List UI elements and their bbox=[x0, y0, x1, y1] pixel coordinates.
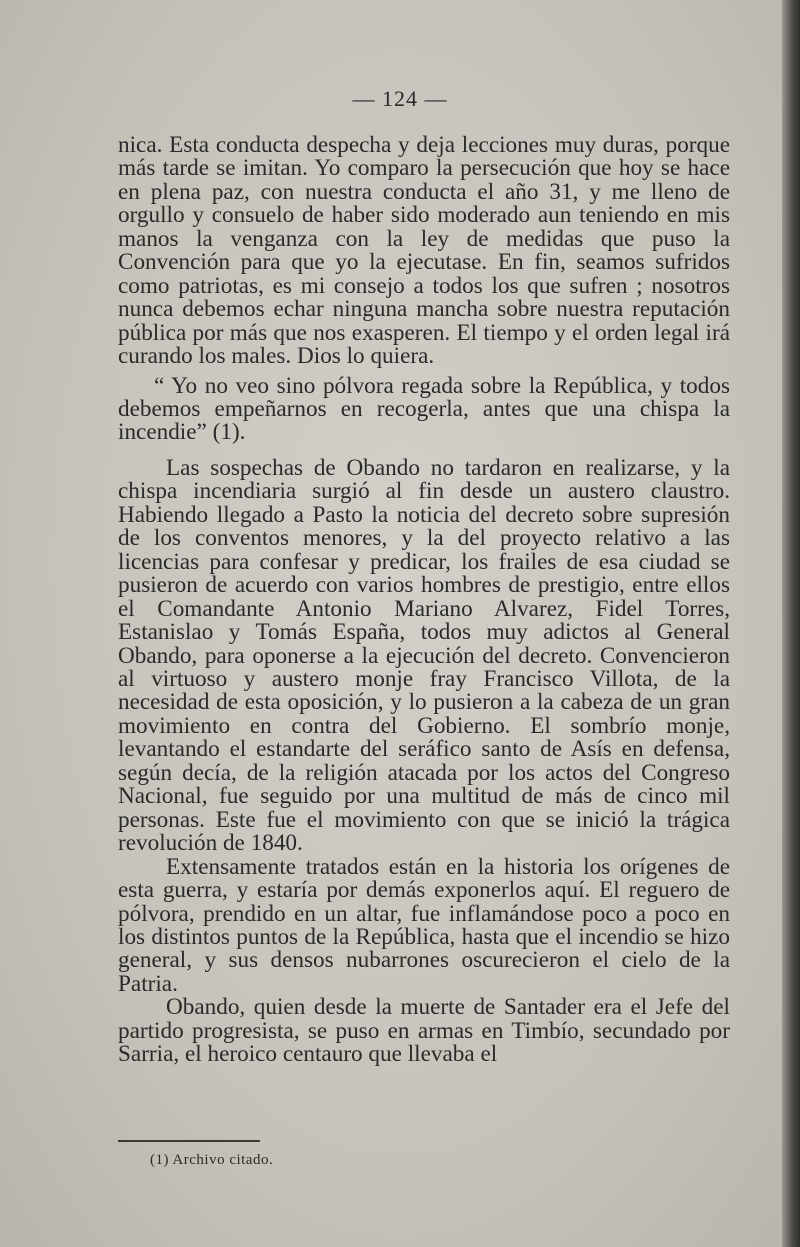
page-edge-shadow bbox=[782, 0, 800, 1247]
footnote: (1) Archivo citado. bbox=[150, 1152, 274, 1168]
paragraph-continuation: nica. Esta conducta despecha y deja lecciones muy duras, porque más tarde se imitan. Yo comparo la persecución que hoy se hace en plena paz, con nuestra conducta el año 31, y me lleno de orgullo y consuelo de haber sido moderado aun teniendo en mis manos la venganza con la ley de medidas que puso la Convención para que yo la ejecutase. En fin, seamos sufridos como patriotas, es mi consejo a todos los que sufren ; nosotros nunca debemos echar ninguna mancha sobre nuestra reputación pública por más que nos exasperen. El tiempo y el orden legal irá curando los males. Dios lo quiera. bbox=[118, 132, 730, 370]
body-text bbox=[118, 134, 730, 1067]
paragraph-obando-suspicions: Las sospechas de Obando no tardaron en realizarse, y la chispa incendiaria surgió al fin desde un austero claustro. Habiendo llegado a Pasto la noticia del decreto sobre supresión de los conventos menores, y la del proyecto relativo a las licencias para confesar y predicar, los frailes de esa ciudad se pusieron de acuerdo con varios hombres de prestigio, entre ellos el Comandante Antonio Mariano Alvarez, Fidel Torres, Estanislao y Tomás España, todos muy adictos al General Obando, para oponerse a la ejecución del decreto. Convencieron al virtuoso y austero monje fray Francisco Villota, de la necesidad de esta oposición, y lo pusieron a la cabeza de un gran movimiento en contra del Gobierno. El sombrío monje, levantando el estandarte del seráfico santo de Asís en defensa, según decía, de la religión atacada por los actos del Congreso Nacional, fue seguido por una multitud de más de cinco mil personas. Este fue el movimiento con que se inició la trágica revolución de 1840. bbox=[118, 454, 730, 857]
paragraph-obando-arms: Obando, quien desde la muerte de Santader era el Jefe del partido progresista, se puso en armas en Timbío, secundado por Sarria, el heroico centauro que llevaba el bbox=[118, 994, 730, 1068]
paragraph-quote: “ Yo no veo sino pólvora regada sobre la República, y todos debemos empeñarnos en recogerla, antes que una chispa la incendie” (1). bbox=[118, 372, 730, 446]
page-number: — 124 — bbox=[352, 86, 448, 111]
paragraph-war-origins: Extensamente tratados están en la historia los orígenes de esta guerra, y estaría por demás exponerlos aquí. El reguero de pólvora, prendido en un altar, fue inflamándose poco a poco en los distintos puntos de la República, hasta que el incendio se hizo general, y sus densos nubarrones oscurecieron el cielo de la Patria. bbox=[118, 853, 730, 997]
footnote-divider bbox=[118, 1140, 260, 1142]
